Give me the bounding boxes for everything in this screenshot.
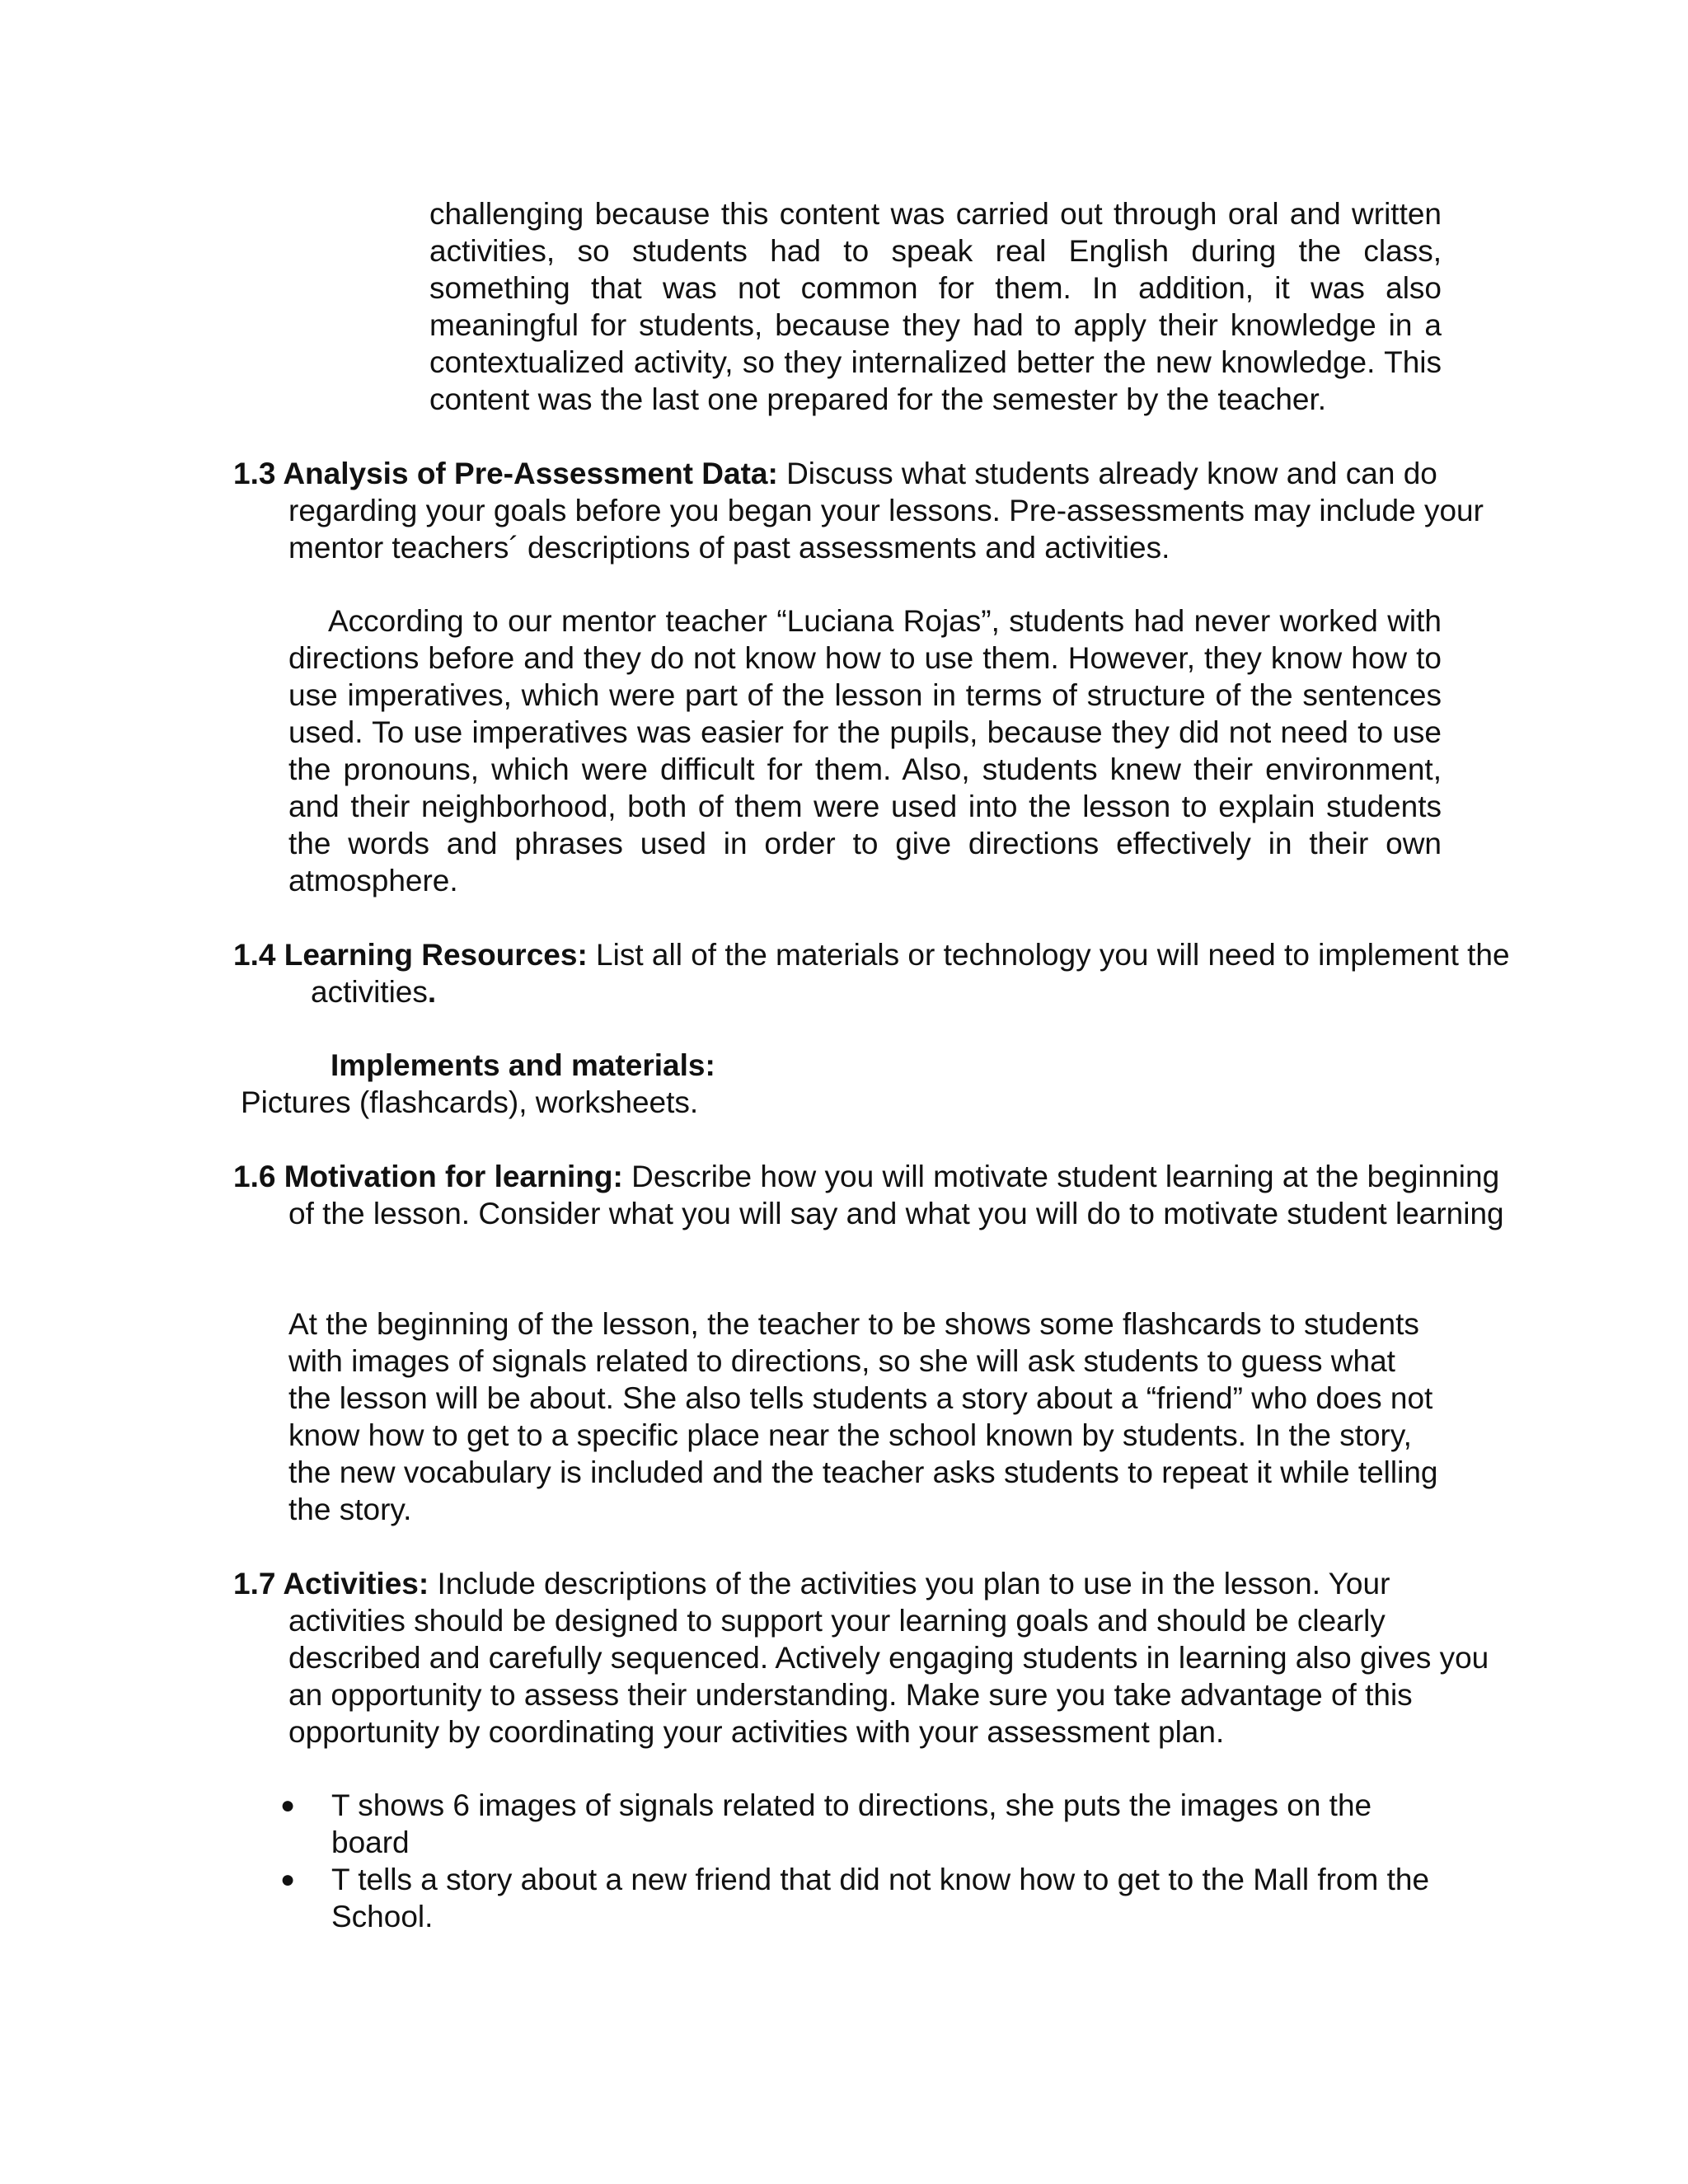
list-item-text: T tells a story about a new friend that did not know how to get to the Mall from the School. (331, 1863, 1430, 1933)
section-1-3-prompt (233, 455, 1508, 566)
section-1-4-prompt-end: . (427, 975, 437, 1009)
bullet-icon: ● (280, 1792, 296, 1819)
section-1-6-heading: 1.6 Motivation for learning: (233, 1160, 623, 1193)
section-1-6-answer: At the beginning of the lesson, the teacher to be shows some flashcards to students with images of signals related to directions, so she will ask students to guess what the lesson will be about. She also tells students a story about a “friend” who does not know how to get to a specific place near the school known by students. In the story, the new vocabulary is included and the teacher asks students to repeat it while telling the story. (288, 1307, 1438, 1526)
bullet-icon: ● (280, 1866, 296, 1893)
section-1-4-subheading: Implements and materials: (331, 1048, 715, 1082)
section-1-4-materials: Pictures (flashcards), worksheets. (241, 1085, 699, 1119)
section-1-3-answer: According to our mentor teacher “Luciana Rojas”, students had never worked with directions before and they do not know how to use them. However, they know how to use imperatives, which were part of the lesson in terms of structure of the sentences used. To use imperatives was easier for the pupils, because they did not need to use the pronouns, which were difficult for them. Also, students knew their environment, and their neighborhood, both of them were used into the lesson to explain students the words and phrases used in order to give directions effectively in their own atmosphere. (288, 604, 1442, 898)
section-1-4-heading: 1.4 Learning Resources: (233, 938, 588, 972)
section-1-4-prompt (233, 936, 1531, 1010)
section-1-6-prompt-text: Describe how you will motivate student learning at the beginning of the lesson. Consider what you will say and what you will do to motivate student learning (288, 1160, 1504, 1230)
section-1-7-prompt-text: Include descriptions of the activities you plan to use in the lesson. Your activities should be designed to support your learning goals and should be clearly described and carefully sequenced. Actively engaging students in learning also gives you an opportunity to assess their understanding. Make sure you take advantage of this opportunity by coordinating your activities with your assessment plan. (288, 1567, 1489, 1749)
section-1-4-prompt-text: List all of the materials or technology you will need to implement the activities (311, 938, 1510, 1009)
section-1-7-heading: 1.7 Activities: (233, 1567, 429, 1601)
section-1-6-prompt (233, 1158, 1508, 1232)
section-1-3-prompt-text: Discuss what students already know and can do regarding your goals before you began your lessons. Pre-assessments may include your mentor teachers´ descriptions of past assessments and activities. (288, 457, 1484, 565)
section-1-7-prompt (233, 1565, 1508, 1750)
section-1-3-heading: 1.3 Analysis of Pre-Assessment Data: (233, 457, 778, 490)
continuation-paragraph: challenging because this content was carried out through oral and written activities, so students had to speak real English during the class, something that was not common for them. In addition, it was also meaningful for students, because they had to apply their knowledge in a contextualized activity, so they internalized better the new knowledge. This content was the last one prepared for the semester by the teacher. (429, 197, 1442, 416)
list-item-text: T shows 6 images of signals related to directions, she puts the images on the board (331, 1788, 1372, 1859)
